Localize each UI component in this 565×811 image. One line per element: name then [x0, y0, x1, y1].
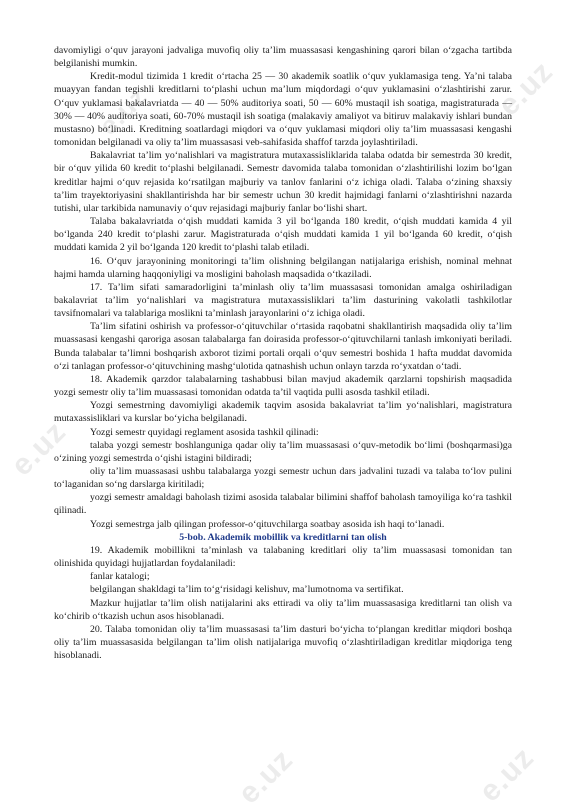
paragraph-teacher-choice: Ta’lim sifatini oshirish va professor-o‘qituvchilar o‘rtasida raqobatni shakllantirish maqsadida oliy ta’lim muassasasi kengashi qaroriga asosan talabalarga fan doirasida professor-o‘qituvchilarni tanlash imkoniyati beriladi. Bunda talabalar ta’limni boshqarish axborot tizimi portali orqali o‘quv semestri boshida 1 hafta muddat davomida o‘zi tanlagan professor-o‘qituvchining mashg‘ulotida qatnashish uchun onlayn tarzda ro‘yxatdan o‘tadi. [54, 321, 512, 372]
paragraph-item-18: 18. Akademik qarzdor talabalarning tashabbusi bilan mavjud akademik qarzlarni topshirish maqsadida yozgi semestr oliy ta’lim muassasasi tomonidan odatda ta’til vaqtida pulli asosda tashkil etiladi. [54, 373, 512, 399]
paragraph-item-19: 19. Akademik mobillikni ta’minlash va talabaning kreditlari oliy ta’lim muassasasi tomonidan tan olinishida quyidagi hujjatlardan foydalaniladi: [54, 544, 512, 570]
paragraph-total-credits: Talaba bakalavriatda o‘qish muddati kamida 3 yil bo‘lganda 180 kredit, o‘qish muddati kamida 4 yil bo‘lganda 240 kredit to‘plashi zarur. Magistraturada o‘qish muddati kamida 1 yil bo‘lganda 60 kredit, o‘qish muddati kamida 2 yil bo‘lganda 120 kredit to‘plashi talab etiladi. [54, 216, 512, 254]
paragraph-item-16: 16. O‘quv jarayonining monitoringi ta’lim olishning belgilangan natijalariga erishish, nominal mehnat hajmi hamda ularning haqqoniyligi va mosligini baholash maqsadida o‘tkaziladi. [54, 255, 512, 280]
paragraph-continuation: davomiyligi o‘quv jarayoni jadvaliga muvofiq oliy ta’lim muassasasi kengashining qarori bilan o‘zgacha tartibda belgilanishi mumkin. [54, 45, 512, 70]
paragraph-item-20: 20. Talaba tomonidan oliy ta’lim muassasasi ta’lim dasturi bo‘yicha to‘plangan kreditlar miqdori boshqa oliy ta’lim muassasasida belgilangan ta’lim olish natijalariga muvofiq o‘zlashtiriladigan kreditlar miqdoriga teng hisoblanadi. [54, 623, 512, 662]
watermark-text: e.uz [5, 414, 73, 483]
watermark-text: e.uz [232, 742, 300, 811]
paragraph-documents-basis: Mazkur hujjatlar ta’lim olish natijalarini aks ettiradi va oliy ta’lim muassasasiga kreditlarni tan olish va ko‘chirib o‘tkazish uchun asos hisoblanadi. [54, 597, 512, 622]
paragraph-credit-module: Kredit-modul tizimida 1 kredit o‘rtacha 25 — 30 akademik soatlik o‘quv yuklamasiga teng. Ya’ni talaba muayyan fandan tegishli kreditlarni to‘plashi uchun ma’lum miqdordagi o‘quv yuklamasini o‘zlashtirishi zarur. O‘quv yuklamasi bakalavriatda — 40 — 50% auditoriya soati, 50 — 60% mustaqil ish soatiga, magistraturada — 30% — 40% auditoriya soati, 60-70% mustaqil ish soatiga (malakaviy amaliyot va bitiruv malakaviy ishlari bundan mustasno) bo‘linadi. Kreditning soatlardagi miqdori va o‘quv yuklamasi miqdori oliy ta’lim muassasasi kengashi tomonidan belgilanadi va oliy ta’lim muassasasi veb-sahifasida shaffof tarzda joylashtiriladi. [54, 71, 512, 149]
paragraph-summer-rule-1: talaba yozgi semestr boshlanguniga qadar oliy ta’lim muassasasi o‘quv-metodik bo‘limi (boshqarmasi)ga o‘zining yozgi semestrda o‘qishi istagini bildiradi; [54, 439, 512, 464]
paragraph-summer-rule-2: oliy ta’lim muassasasi ushbu talabalarga yozgi semestr uchun dars jadvalini tuzadi va talaba to‘lov pulini to‘laganidan so‘ng darslarga kiritiladi; [54, 466, 512, 491]
watermark-text: e.uz [93, 81, 153, 142]
paragraph-summer-duration: Yozgi semestrning davomiyligi akademik taqvim asosida bakalavriat ta’lim yo‘nalishlari, magistratura mutaxassisliklari va kurslar bo‘yicha belgilanadi. [54, 400, 512, 425]
paragraph-semester-credits: Bakalavriat ta’lim yo‘nalishlari va magistratura mutaxassisliklarida talaba odatda bir semestrda 30 kredit, bir o‘quv yilida 60 kredit to‘plashi belgilanadi. Semestr davomida talaba tomonidan o‘zlashtirilishi lozim bo‘lgan kreditlar hajmi o‘quv rejasida ko‘rsatilgan majburiy va tanlov fanlarini o‘z ichiga oladi. Talaba o‘zining shaxsiy ta’lim trayektoriyasini shakllantirishda har bir semestr uchun 30 kredit hajmidagi fanlarni o‘zlashtirishni nazarda tutishi, ular tarkibida namunaviy o‘quv rejasidagi majburiy fanlar bo‘lishi shart. [54, 150, 512, 214]
document-page [54, 44, 512, 662]
paragraph-summer-rule-3: yozgi semestr amaldagi baholash tizimi asosida talabalar bilimini shaffof baholash tamoyiliga ko‘ra tashkil qilinadi. [54, 492, 512, 517]
paragraph-course-catalog: fanlar katalogi; [90, 571, 150, 583]
paragraph-summer-regulation: Yozgi semestr quyidagi reglament asosida tashkil qilinadi: [90, 426, 319, 438]
watermark-text: e.uz [492, 54, 560, 123]
paragraph-item-17: 17. Ta’lim sifati samaradorligini ta’minlash oliy ta’lim muassasasi tomonidan amalga oshiriladigan bakalavriat ta’lim yo‘nalishlari va magistratura mutaxassisliklari ta’lim dasturining vakolatli tashkilotlar tavsifnomalari va talablariga moslikni ta’minlash jarayonlarini o‘z ichiga oladi. [54, 281, 512, 320]
watermark-text: e.uz [473, 740, 541, 809]
paragraph-agreement: belgilangan shakldagi ta’lim to‘g‘risidagi kelishuv, ma’lumotnoma va sertifikat. [90, 584, 404, 596]
paragraph-summer-pay: Yozgi semestrga jalb qilingan professor-o‘qituvchilarga soatbay asosida ish haqi to‘lanadi. [90, 518, 445, 530]
section-heading: 5-bob. Akademik mobillik va kreditlarni tan olish [179, 531, 387, 543]
